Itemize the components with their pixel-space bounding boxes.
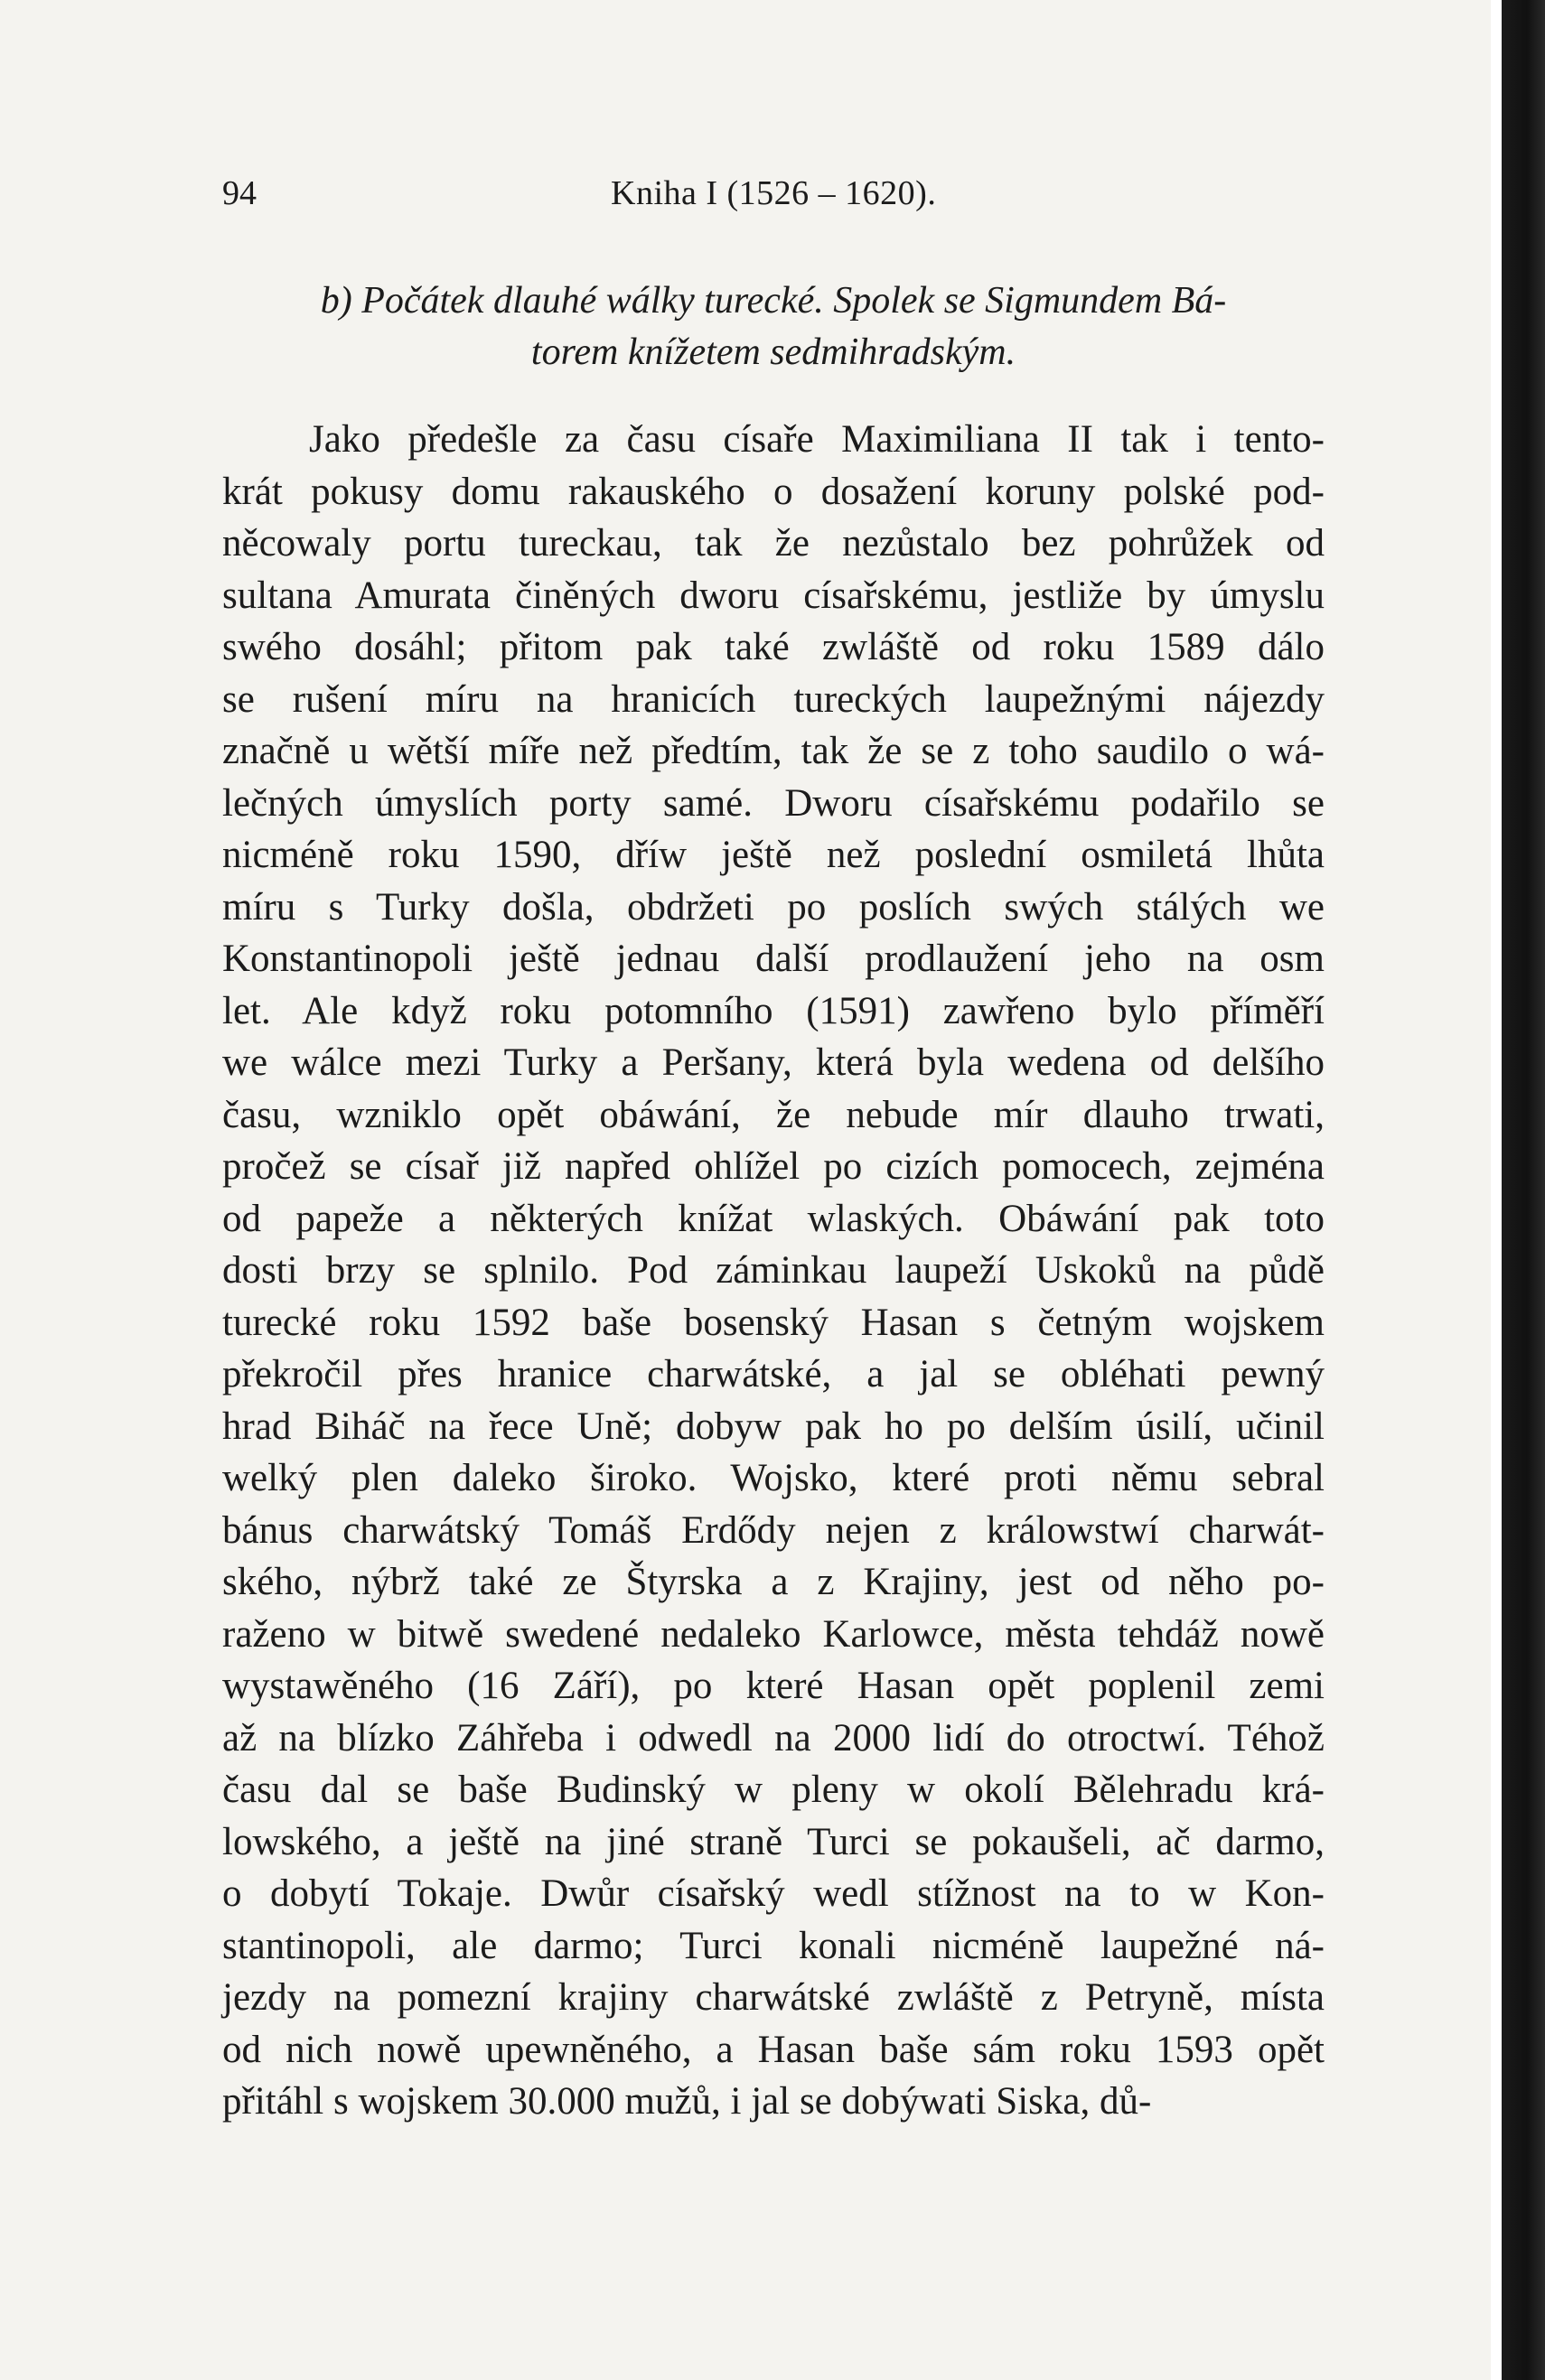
text-line: Jako předešle za času císaře Maximiliana II tak i tento- [309,418,1325,461]
text-line: přitáhl s wojskem 30.000 mužů, i jal se dobýwati Siska, dů- [222,2080,1152,2123]
text-line: nicméně roku 1590, dříw ještě než poslední osmiletá lhůta [222,834,1325,876]
body-text [222,414,1325,2128]
text-line: od nich nowě upewněného, a Hasan baše sám roku 1593 opět [222,2028,1325,2071]
text-line: až na blízko Záhřeba i odwedl na 2000 lidí do otroctwí. Téhož [222,1716,1325,1759]
text-line: swého dosáhl; přitom pak také zwláště od roku 1589 dálo [222,626,1325,668]
text-line: sultana Amurata činěných dworu císařskému, jestliže by úmyslu [222,574,1325,617]
text-line: wystawěného (16 Září), po které Hasan opět poplenil zemi [222,1665,1325,1707]
text-line: bánus charwátský Tomáš Erdődy nejen z králowstwí charwát- [222,1508,1325,1552]
text-line: let. Ale když roku potomního (1591) zawřeno bylo příměří [222,989,1325,1032]
text-line: se rušení míru na hranicích tureckých laupežnými nájezdy [222,677,1325,721]
text-line: od papeže a některých knížat wlaských. Obáwání pak toto [222,1197,1325,1240]
text-line: času dal se baše Budinský w pleny w okolí Bělehradu krá- [222,1769,1325,1811]
text-line: míru s Turky došla, obdržeti po poslích swých stálých we [222,885,1325,929]
text-line: lowského, a ještě na jiné straně Turci se pokaušeli, ač darmo, [222,1820,1325,1863]
text-line: času, wzniklo opět obáwání, že nebude mír dlauho trwati, [222,1093,1325,1136]
scan-edge [1491,0,1545,2380]
page-header [222,173,1325,224]
subtitle-line: b) Počátek dlauhé wálky turecké. Spolek se Sigmundem Bá- [320,280,1227,322]
text-line: Konstantinopoli ještě jednau další prodlaužení jeho na osm [222,938,1325,980]
text-line: o dobytí Tokaje. Dwůr císařský wedl stížnost na to w Kon- [222,1872,1325,1915]
text-line: turecké roku 1592 baše bosenský Hasan s četným wojskem [222,1301,1325,1344]
text-line: něcowaly portu tureckau, tak že nezůstalo bez pohrůžek od [222,522,1325,565]
section-subtitle [222,275,1325,378]
text-line: ského, nýbrž také ze Štyrska a z Krajiny, jest od něho po- [222,1561,1325,1603]
text-line: jezdy na pomezní krajiny charwátské zwláště z Petryně, místa [222,1976,1325,2019]
text-line: we wálce mezi Turky a Peršany, která byla wedena od delšího [222,1041,1325,1084]
page-number: 94 [222,174,257,212]
subtitle-line: torem knížetem sedmihradským. [530,331,1016,373]
text-line: krát pokusy domu rakauského o dosažení koruny polské pod- [222,470,1325,513]
text-line: dosti brzy se splnilo. Pod záminkau laupeží Uskoků na půdě [222,1249,1325,1292]
text-line: překročil přes hranice charwátské, a jal se obléhati pewný [222,1353,1325,1395]
text-line: pročež se císař již napřed ohlížel po cizích pomocech, zejména [222,1145,1325,1188]
text-line: hrad Biháč na řece Uně; dobyw pak ho po delším úsilí, učinil [222,1405,1325,1448]
text-line: stantinopoli, ale darmo; Turci konali nicméně laupežné ná- [222,1924,1325,1967]
text-line: značně u wětší míře než předtím, tak že se z toho saudilo o wá- [222,730,1325,772]
running-head: Kniha I (1526 – 1620). [611,174,937,212]
text-line: welký plen daleko široko. Wojsko, které proti němu sebral [222,1457,1325,1499]
text-line: lečných úmyslích porty samé. Dworu císařskému podařilo se [222,781,1325,825]
text-line: raženo w bitwě swedené nedaleko Karlowce, města tehdáž nowě [222,1612,1325,1656]
